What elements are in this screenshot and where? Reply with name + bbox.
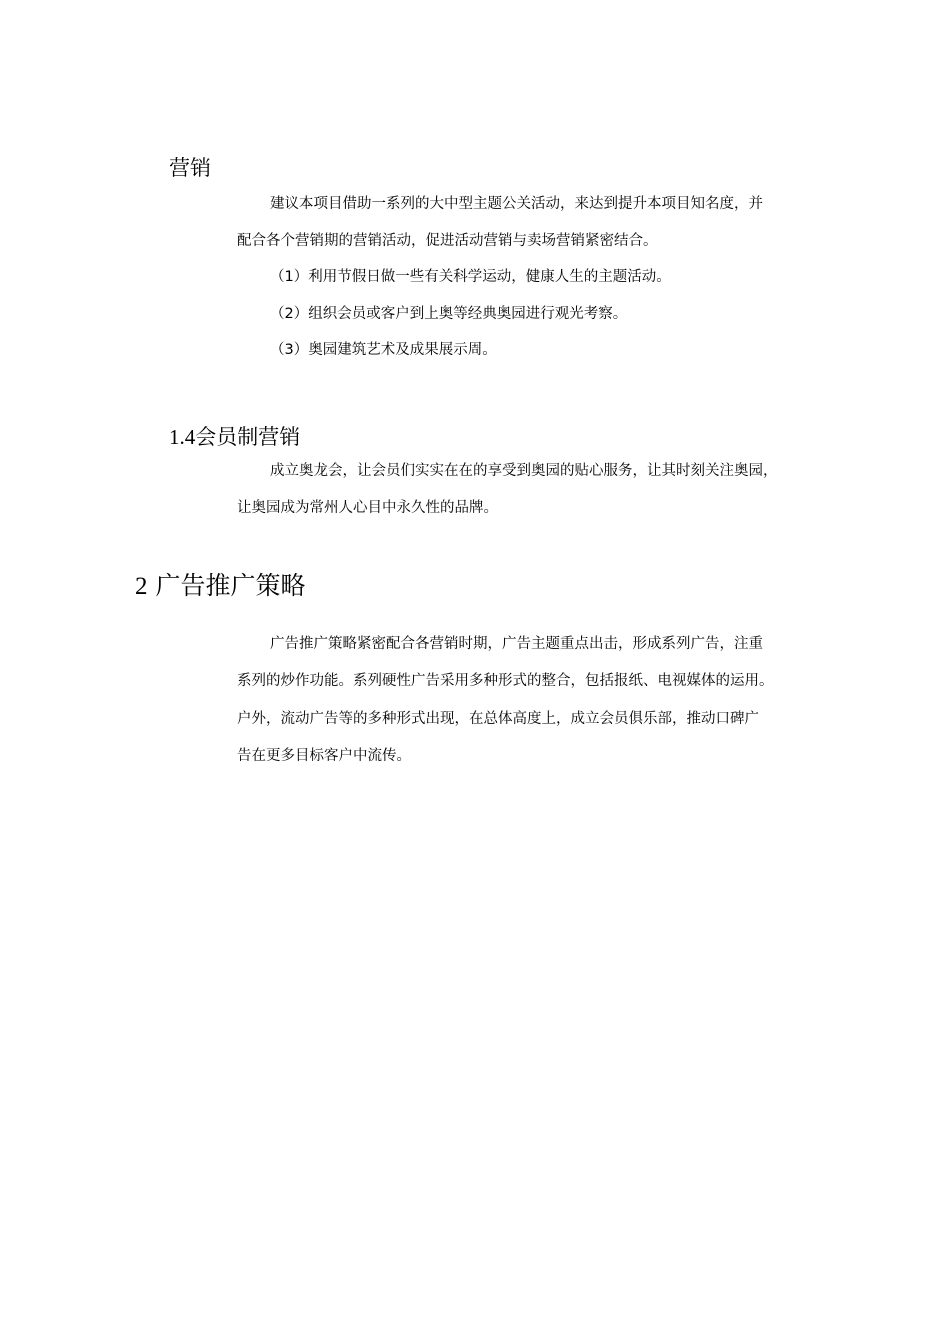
- marketing-list-item-2: （2）组织会员或客户到上奥等经典奥园进行观光考察。: [270, 306, 628, 322]
- membership-paragraph-line-1: 成立奥龙会，让会员们实实在在的享受到奥园的贴心服务，让其时刻关注奥园，: [270, 463, 778, 479]
- marketing-list-item-3: （3）奥园建筑艺术及成果展示周。: [270, 342, 497, 358]
- membership-heading-number: 1.4: [169, 425, 196, 449]
- advertising-paragraph-line-4: 告在更多目标客户中流传。: [237, 748, 411, 764]
- advertising-heading-title: 广告推广策略: [155, 571, 306, 600]
- advertising-paragraph-line-1: 广告推广策略紧密配合各营销时期，广告主题重点出击，形成系列广告，注重: [270, 636, 763, 652]
- membership-heading-title: 会员制营销: [195, 425, 301, 449]
- marketing-paragraph-line-2: 配合各个营销期的营销活动，促进活动营销与卖场营销紧密结合。: [237, 233, 658, 249]
- membership-paragraph-line-2: 让奥园成为常州人心目中永久性的品牌。: [237, 500, 498, 516]
- marketing-list-item-1: （1）利用节假日做一些有关科学运动，健康人生的主题活动。: [270, 269, 671, 285]
- advertising-paragraph-line-3: 户外，流动广告等的多种形式出现，在总体高度上，成立会员俱乐部，推动口碑广: [237, 711, 759, 727]
- membership-heading: [169, 421, 300, 451]
- advertising-heading-number: 2: [135, 573, 148, 600]
- marketing-paragraph-line-1: 建议本项目借助一系列的大中型主题公关活动，来达到提升本项目知名度，并: [270, 196, 763, 212]
- marketing-heading: [169, 152, 211, 182]
- advertising-paragraph-line-2: 系列的炒作功能。系列硬性广告采用多种形式的整合，包括报纸、电视媒体的运用。: [237, 673, 774, 689]
- marketing-heading-text: 营销: [169, 156, 211, 180]
- advertising-heading: [135, 566, 305, 602]
